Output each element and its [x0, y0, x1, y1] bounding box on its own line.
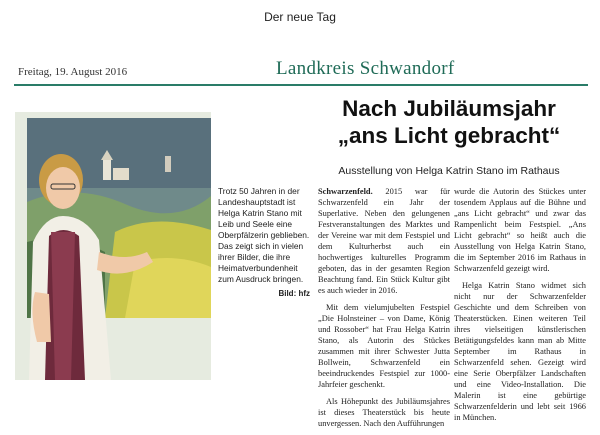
article-headline: [314, 95, 584, 149]
paragraph: Mit dem vielumjubelten Festspiel „Die Holnsteiner – von Dame, König und Rossober“ hat Frau Helga Katrin Stano, als Autorin des Stückes zusammen mit ihrer Schwester Jutta Bollwein, Schwarzenfeld ein beeindruckendes Festspiel zur 1000-Jahrfeier geschenkt.: [318, 303, 450, 389]
headline-line-1: Nach Jubiläumsjahr: [342, 96, 556, 121]
article-column-1: [318, 186, 450, 435]
dateline: Schwarzenfeld.: [318, 187, 373, 196]
paragraph: Als Höhepunkt des Jubiläumsjahres ist dieses Theaterstück bis heute unvergessen. Nach den Aufführungen: [318, 397, 450, 428]
section-title: Landkreis Schwandorf: [276, 58, 455, 79]
photo-credit: Bild: hfz: [278, 289, 310, 298]
paragraph: wurde die Autorin des Stückes unter tosendem Applaus auf die Bühne und „ans Licht gebracht“ und zwar das Rampenlicht beim Festspiel. „Ans Licht gebracht“ so heißt auch die Ausstellung von Helga Katrin Stano, die im September 2016 im Rathaus in Schwarzenfeld gezeigt wird.: [454, 187, 586, 273]
article-subheadline: Ausstellung von Helga Katrin Stano im Rathaus: [338, 165, 560, 177]
article-photo: [15, 112, 211, 380]
masthead: [0, 0, 600, 32]
issue-date: Freitag, 19. August 2016: [18, 66, 128, 78]
section-rule: [14, 84, 588, 86]
newspaper-name: Der neue Tag: [264, 10, 336, 24]
paragraph: Helga Katrin Stano widmet sich nicht nur der Schwarzenfelder Geschichte und dem Schreiben von Theaterstücken. Einen weiteren Teil ihres vielseitigen künstlerischen Betätigungsfeldes kann man ab Mitte September im Rathaus in Schwarzenfeld sehen. Gezeigt wird eine Serie Oberpfälzer Landschaften und eine Video-Installation. Die Malerin ist eine gebürtige Schwarzenfelderin und lebt seit 1966 in München.: [454, 281, 586, 422]
paragraph-text: 2015 war für Schwarzenfeld ein Jahr der Superlative. Neben den gelungenen Festveranstaltungen des Marktes und der Vereine war mit dem Festspiel und dem Kulturherbst auch ein hochwertiges kulturelles Programm geboten, das in der gesamten Region Beachtung fand. Ein Stück Kultur gibt es auch wieder in 2016.: [318, 187, 450, 295]
photo-caption: Trotz 50 Jahren in der Landeshauptstadt ist Helga Katrin Stano mit Leib und Seele eine Oberpfälzerin geblieben. Das zeigt sich in vielen ihrer Bilder, die ihre Heimatverbundenheit zum Ausdruck bringen.: [218, 186, 310, 284]
article-column-2: [454, 186, 586, 429]
headline-line-2: „ans Licht gebracht“: [337, 123, 561, 148]
paragraph: [318, 186, 450, 296]
